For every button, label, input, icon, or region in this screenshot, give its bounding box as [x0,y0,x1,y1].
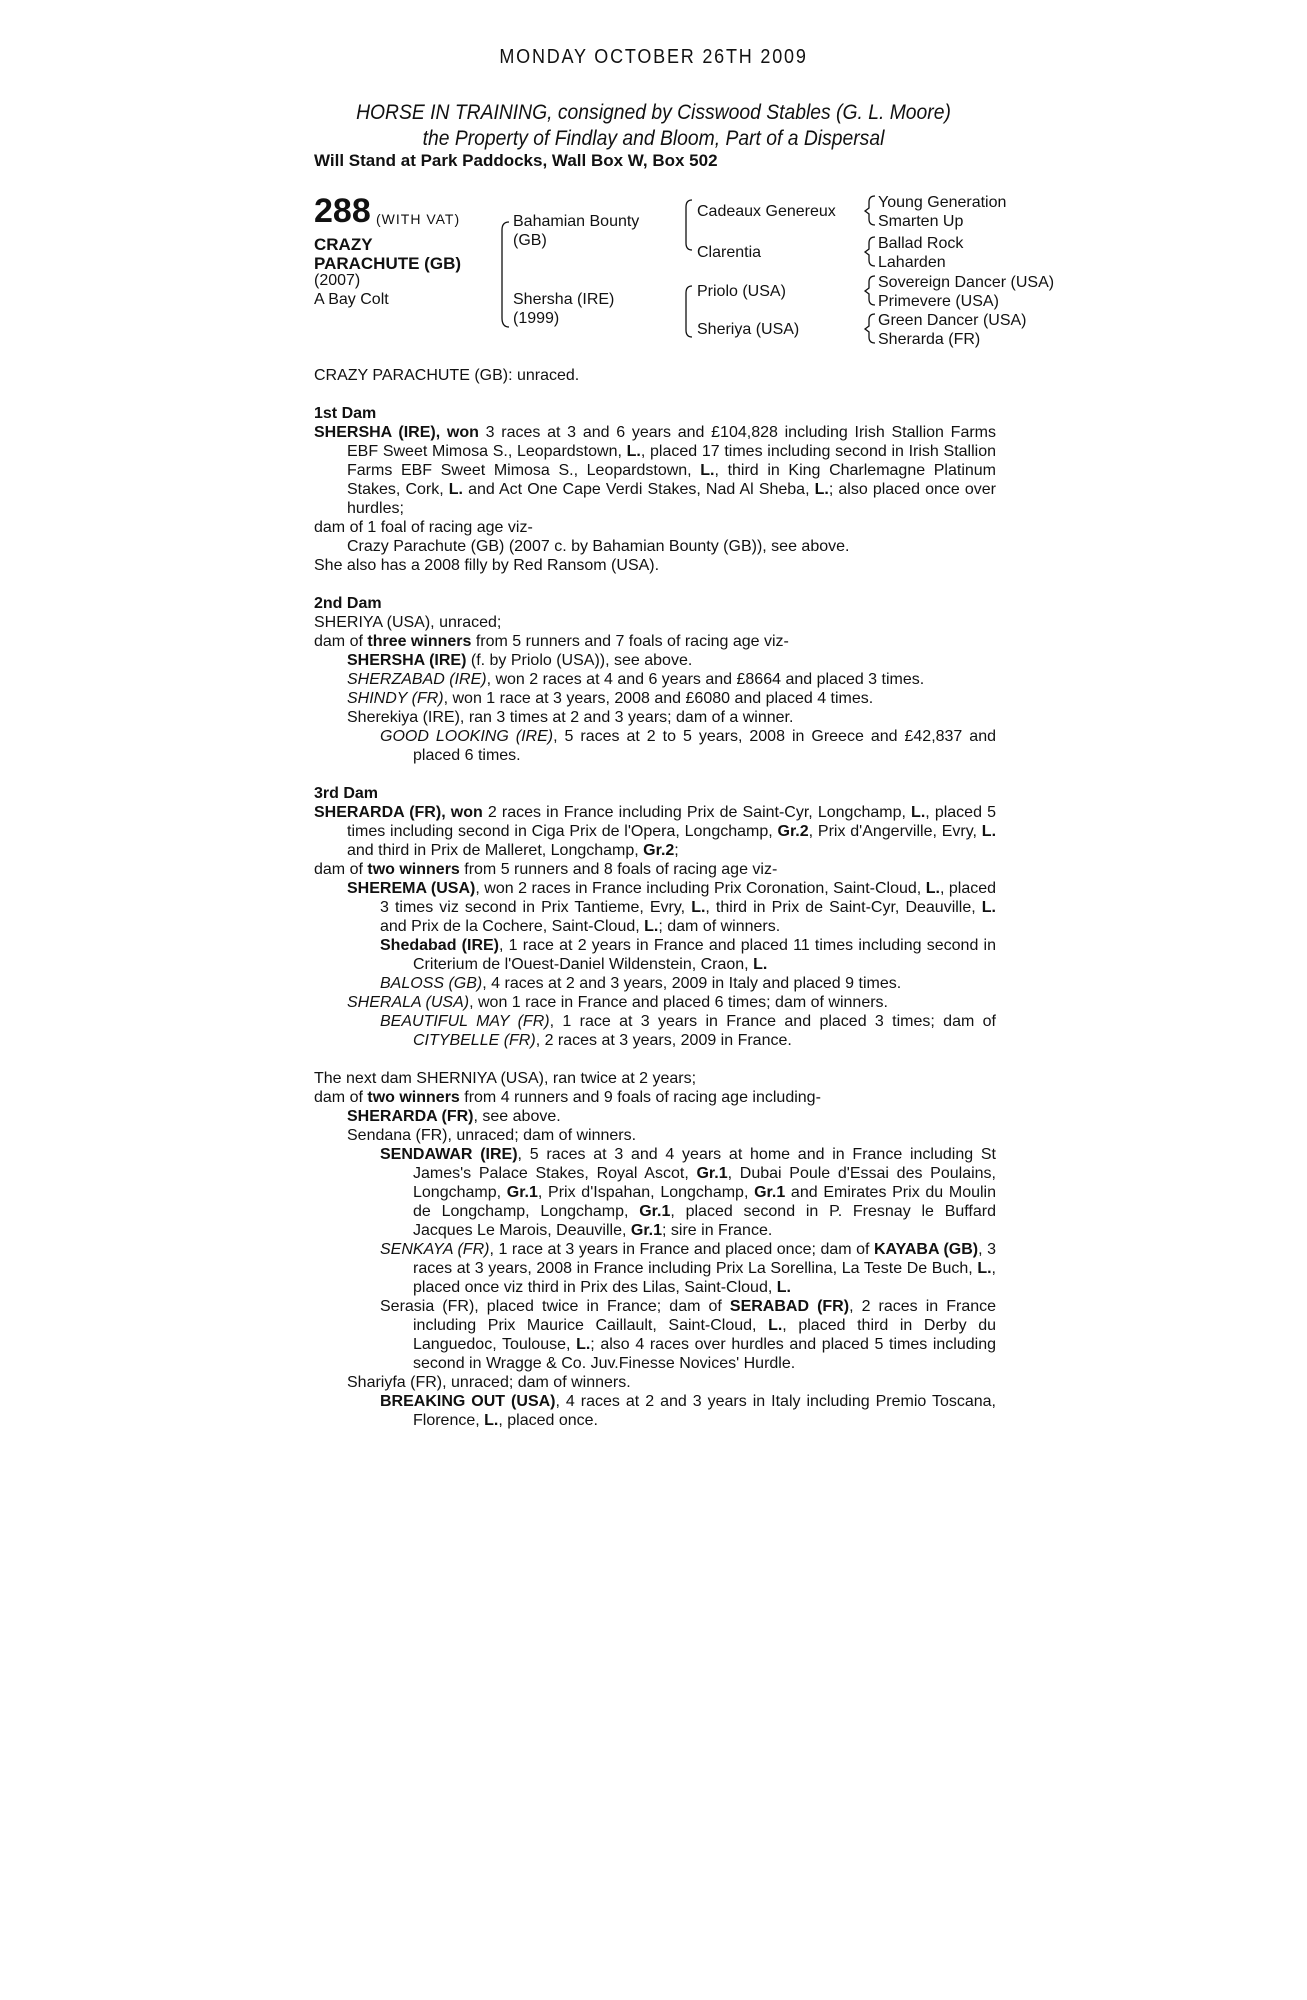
pedigree-dam-sire: Priolo (USA) [697,283,786,300]
horse-year: (2007) [314,272,361,289]
brace-gen2-sire [686,200,692,250]
second-dam-heading: 2nd Dam [314,595,382,612]
fourth-dam-progeny-5: Serasia (FR), placed twice in France; dam of SERABAD (FR), 2 races in France including Prix Maurice Caillault, Saint-Cloud, L., placed third in Derby du Languedoc, Toulouse, L.; also 4 races over hurdles and placed 5 times including second in Wragge & Co. Juv.Finesse Novices' Hurdle. [380,1298,997,1372]
first-dam-heading: 1st Dam [314,405,377,422]
third-dam-progeny-4: SHERALA (USA), won 1 race in France and placed 6 times; dam of winners. [347,994,888,1011]
fourth-dam-progeny-2: Sendana (FR), unraced; dam of winners. [347,1127,637,1144]
consignment-line-1: HORSE IN TRAINING, consigned by Cisswood Stables (G. L. Moore) [356,101,951,124]
intro-line: CRAZY PARACHUTE (GB): unraced. [314,367,580,384]
catalogue-body [314,366,996,1430]
first-dam-record: SHERSHA (IRE), won 3 races at 3 and 6 years and £104,828 including Irish Stallion Farms EBF Sweet Mimosa S., Leopardstown, L., placed 17 times including second in Irish Stallion Farms EBF Sweet Mimosa S., Leopardstown, L., third in King Charlemagne Platinum Stakes, Cork, L. and Act One Cape Verdi Stakes, Nad Al Sheba, L.; also placed once over hurdles; [314,424,997,517]
second-dam-progeny-4: Sherekiya (IRE), ran 3 times at 2 and 3 years; dam of a winner. [347,709,794,726]
pedigree-braces [0,0,1307,360]
pedigree-sdd: Laharden [878,254,946,271]
horse-name-line-1: CRAZY [314,235,373,254]
second-dam-progeny-2: SHERZABAD (IRE), won 2 races at 4 and 6 years and £8664 and placed 3 times. [347,671,925,688]
fourth-dam-produce: dam of two winners from 4 runners and 9 foals of racing age including- [314,1089,821,1106]
second-dam-progeny-3: SHINDY (FR), won 1 race at 3 years, 2008 and £6080 and placed 4 times. [347,690,874,707]
fourth-dam-progeny-3: SENDAWAR (IRE), 5 races at 3 and 4 years at home and in France including St James's Palace Stakes, Royal Ascot, Gr.1, Dubai Poule d'Essai des Poulains, Longchamp, Gr.1, Prix d'Ispahan, Longchamp, Gr.1 and Emirates Prix du Moulin de Longchamp, Longchamp, Gr.1, placed second in P. Fresnay le Buffard Jacques Le Marois, Deauville, Gr.1; sire in France. [380,1146,997,1239]
first-dam-foal-1: Crazy Parachute (GB) (2007 c. by Bahamian Bounty (GB)), see above. [347,538,850,555]
third-dam-heading: 3rd Dam [314,785,379,802]
second-dam-progeny-1: SHERSHA (IRE) (f. by Priolo (USA)), see above. [347,652,693,669]
box-location: Will Stand at Park Paddocks, Wall Box W, Box 502 [314,151,718,170]
third-dam-progeny-1: SHEREMA (USA), won 2 races in France including Prix Coronation, Saint-Cloud, L., placed 3 times viz second in Prix Tantieme, Evry, L., third in Prix de Saint-Cyr, Deauville, L. and Prix de la Cochere, Saint-Cloud, L.; dam of winners. [347,880,997,935]
dam-name: Shersha (IRE) [513,291,615,308]
sire-name: Bahamian Bounty [513,213,640,230]
pedigree-sds: Ballad Rock [878,235,964,252]
brace-gen2-dam [686,286,692,337]
third-dam-progeny-3: BALOSS (GB), 4 races at 2 and 3 years, 2009 in Italy and placed 9 times. [380,975,902,992]
third-dam-progeny-2: Shedabad (IRE), 1 race at 2 years in France and placed 11 times including second in Criterium de l'Ouest-Daniel Wildenstein, Craon, L. [380,937,997,973]
first-dam-foals: dam of 1 foal of racing age viz- [314,519,533,536]
pedigree-dss: Sovereign Dancer (USA) [878,274,1055,291]
third-dam-progeny-5: BEAUTIFUL MAY (FR), 1 race at 3 years in France and placed 3 times; dam of CITYBELLE (FR), 2 races at 3 years, 2009 in France. [380,1013,996,1049]
pedigree-sire-sire: Cadeaux Genereux [697,203,836,220]
consignment-line-2: the Property of Findlay and Bloom, Part of a Dispersal [422,127,885,150]
sire-country: (GB) [513,232,547,249]
fourth-dam-progeny-1: SHERARDA (FR), see above. [347,1108,561,1125]
fourth-dam-line: The next dam SHERNIYA (USA), ran twice at 2 years; [314,1070,697,1087]
pedigree-dsd: Primevere (USA) [878,293,999,310]
second-dam-produce: dam of three winners from 5 runners and 7 foals of racing age viz- [314,633,789,650]
second-dam-progeny-5: GOOD LOOKING (IRE), 5 races at 2 to 5 years, 2008 in Greece and £42,837 and placed 6 times. [380,728,996,764]
pedigree-ddd: Sherarda (FR) [878,331,981,348]
fourth-dam-progeny-4: SENKAYA (FR), 1 race at 3 years in France and placed once; dam of KAYABA (GB), 3 races at 3 years, 2008 in France including Prix La Sorellina, La Teste De Buch, L., placed once viz third in Prix des Lilas, Saint-Cloud, L. [380,1241,996,1296]
pedigree-dds: Green Dancer (USA) [878,312,1027,329]
lot-number: 288 [314,192,371,230]
first-dam-also: She also has a 2008 filly by Red Ransom (USA). [314,557,660,574]
pedigree-sss: Young Generation [878,194,1007,211]
pedigree-dam [513,290,653,328]
dam-year: (1999) [513,310,560,327]
pedigree-ssd: Smarten Up [878,213,964,230]
pedigree-sire [513,212,653,250]
horse-name-line-2: PARACHUTE (GB) [314,254,462,273]
third-dam-record: SHERARDA (FR), won 2 races in France including Prix de Saint-Cyr, Longchamp, L., placed 5 times including second in Ciga Prix de l'Opera, Longchamp, Gr.2, Prix d'Angerville, Evry, L. and third in Prix de Malleret, Longchamp, Gr.2; [314,804,997,859]
vat-label: (WITH VAT) [376,211,461,227]
fourth-dam-progeny-7: BREAKING OUT (USA), 4 races at 2 and 3 years in Italy including Premio Toscana, Florence, L., placed once. [380,1393,997,1429]
pedigree-sire-dam: Clarentia [697,244,762,261]
third-dam-produce: dam of two winners from 5 runners and 8 foals of racing age viz- [314,861,778,878]
sale-date-header: MONDAY OCTOBER 26TH 2009 [499,46,808,68]
horse-description: A Bay Colt [314,291,389,308]
second-dam-line: SHERIYA (USA), unraced; [314,614,502,631]
fourth-dam-progeny-6: Shariyfa (FR), unraced; dam of winners. [347,1374,631,1391]
brace-gen1 [502,222,509,327]
pedigree-dam-dam: Sheriya (USA) [697,321,800,338]
